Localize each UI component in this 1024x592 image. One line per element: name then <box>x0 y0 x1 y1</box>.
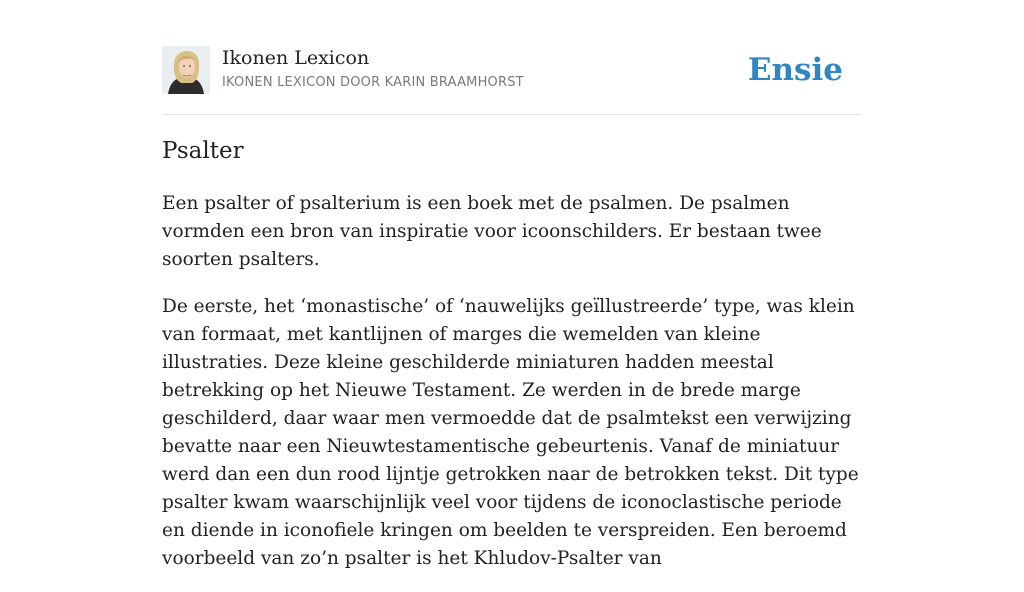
article-title: Psalter <box>162 138 244 164</box>
article-paragraph: Een psalter of psalterium is een boek met de psalmen. De psalmen vormden een bron van inspiratie voor icoonschilders. Er bestaan twee soorten psalters. <box>162 193 822 270</box>
article-paragraph: De eerste, het ‘monastische’ of ‘nauwelijks geïllustreerde’ type, was klein van formaat, met kantlijnen of marges die wemelden van kleine illustraties. Deze kleine geschilderde miniaturen hadden meestal betrekking op het Nieuwe Testament. Ze werden in de brede marge geschilderd, daar waar men vermoedde dat de psalmtekst een verwijzing bevatte naar een Nieuwtestamentische gebeurtenis. Vanaf de miniatuur werd dan een dun rood lijntje getrokken naar de betrokken tekst. Dit type psalter kwam waarschijnlijk veel voor tijdens de iconoclastische periode en diende in iconofiele kringen om beelden te verspreiden. Een beroemd voorbeeld van zo’n psalter is het Khludov-Psalter van <box>162 296 859 569</box>
author-avatar[interactable] <box>162 46 210 94</box>
author-portrait-image <box>162 46 210 94</box>
author-subtitle[interactable]: IKONEN LEXICON DOOR KARIN BRAAMHORST <box>222 75 524 90</box>
author-name[interactable]: Ikonen Lexicon <box>222 47 370 69</box>
brand-logo[interactable]: Ensie <box>747 52 843 88</box>
article-body <box>162 190 870 592</box>
article-header <box>162 46 862 115</box>
